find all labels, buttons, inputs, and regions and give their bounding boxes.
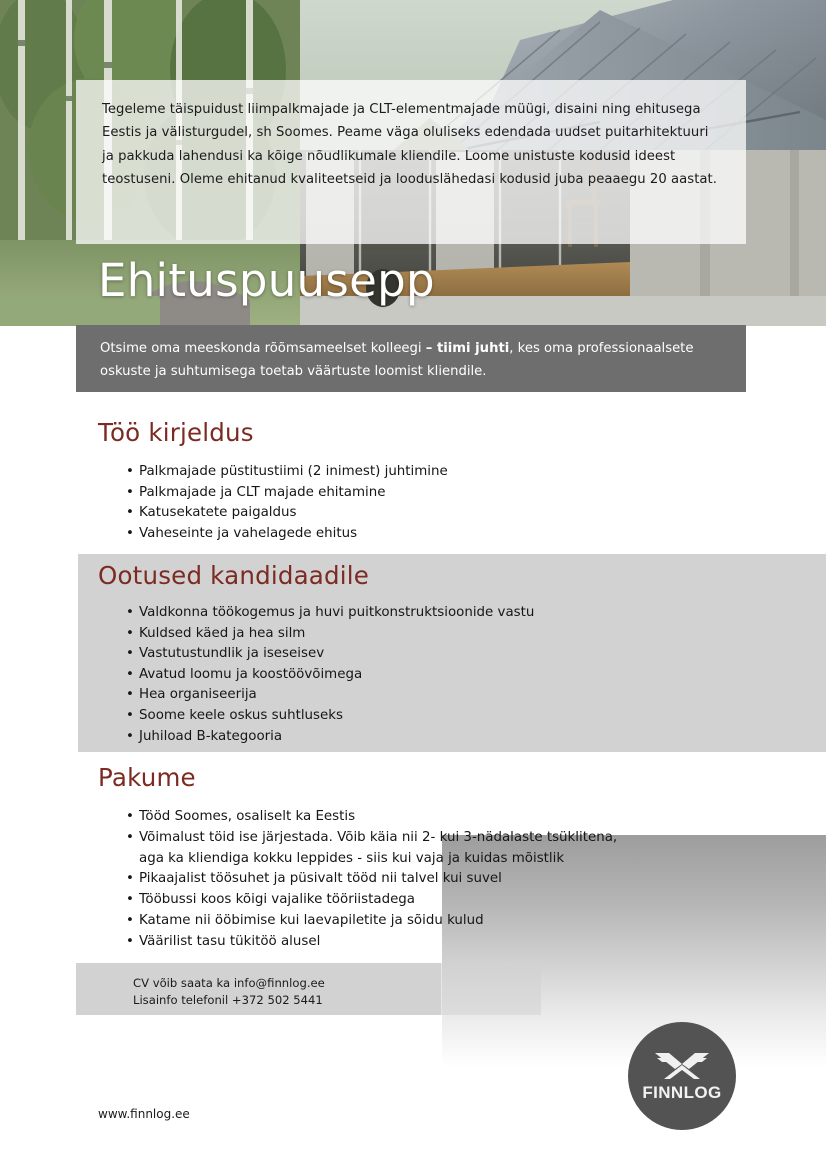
list-item: • Vastutustundlik ja iseseisev xyxy=(126,644,718,665)
subtitle-text xyxy=(100,337,720,383)
contact-phone-line: Lisainfo telefonil +372 502 5441 xyxy=(133,993,323,1007)
list-item: • Tööd Soomes, osaliselt ka Eestis xyxy=(126,807,738,828)
contact-block xyxy=(133,975,325,1009)
list-item: • Soome keele oskus suhtluseks xyxy=(126,706,718,727)
section-offer xyxy=(98,763,738,953)
finnlog-logo-badge xyxy=(628,1022,736,1130)
list-item-line2: aga ka kliendiga kokku leppides - siis kui vaja ja kuidas mõistlik xyxy=(139,850,565,866)
subtitle-bold: – tiimi juhti xyxy=(425,341,510,356)
section-heading-expectations: Ootused kandidaadile xyxy=(98,561,370,590)
list-item: • Hea organiseerija xyxy=(126,685,718,706)
list-item-line1: Võimalust töid ise järjestada. Võib käia nii 2- kui 3-nädalaste tsüklitena, xyxy=(139,829,618,845)
intro-paragraph: Tegeleme täispuidust liimpalkmajade ja CLT-elementmajade müügi, disaini ning ehitusega Eestis ja välisturgudel, sh Soomes. Peame väga oluliseks edendada uudset puitarhitektuuri ja pakkuda lahendusi ka kõige nõudlikumale kliendile. Loome unistuste kodusid ideest teostuseni. Oleme ehitanud kvaliteetseid ja looduslähedasi kodusid juba peaaegu 20 aastat. xyxy=(102,102,718,188)
list-item: • Katusekatete paigaldus xyxy=(126,503,698,524)
list-item: • Katame nii ööbimise kui laevapiletite ja sõidu kulud xyxy=(126,911,738,932)
section-heading-job-description: Töö kirjeldus xyxy=(98,418,254,447)
offer-list xyxy=(126,807,738,953)
list-item: • Palkmajade püstitustiimi (2 inimest) juhtimine xyxy=(126,462,698,483)
section-expectations xyxy=(98,561,718,747)
list-item: • Kuldsed käed ja hea silm xyxy=(126,624,718,645)
section-heading-offer: Pakume xyxy=(98,763,196,792)
list-item: • Valdkonna töökogemus ja huvi puitkonstruktsioonide vastu xyxy=(126,603,718,624)
subtitle-after: , kes oma professionaalsete oskuste ja suhtumisega toetab väärtuste loomist kliendile. xyxy=(100,341,694,379)
contact-panel-background-faded xyxy=(441,963,541,1015)
expectations-list xyxy=(126,603,718,747)
crossed-timbers-icon xyxy=(653,1051,711,1081)
list-item: • Juhiload B-kategooria xyxy=(126,727,718,748)
list-item: • Tööbussi koos kõigi vajalike tööriistadega xyxy=(126,890,738,911)
footer-website-url: www.finnlog.ee xyxy=(98,1107,190,1121)
intro-panel xyxy=(76,80,746,244)
job-description-list xyxy=(126,462,698,544)
subtitle-before: Otsime oma meeskonda rõõmsameelset kolleegi xyxy=(100,341,426,356)
list-item: • Pikaajalist töösuhet ja püsivalt tööd nii talvel kui suvel xyxy=(126,869,738,890)
subtitle-band xyxy=(76,325,746,392)
list-item: • Vaheseinte ja vahelagede ehitus xyxy=(126,524,698,545)
list-item: • Väärilist tasu tükitöö alusel xyxy=(126,932,738,953)
contact-email-line: CV võib saata ka info@finnlog.ee xyxy=(133,976,325,990)
list-item: • Palkmajade ja CLT majade ehitamine xyxy=(126,483,698,504)
list-item xyxy=(126,828,738,870)
section-job-description xyxy=(98,418,698,544)
list-item: • Avatud loomu ja koostöövõimega xyxy=(126,665,718,686)
page-title: Ehituspuusepp xyxy=(98,254,435,307)
finnlog-wordmark: FINNLOG xyxy=(642,1082,722,1102)
